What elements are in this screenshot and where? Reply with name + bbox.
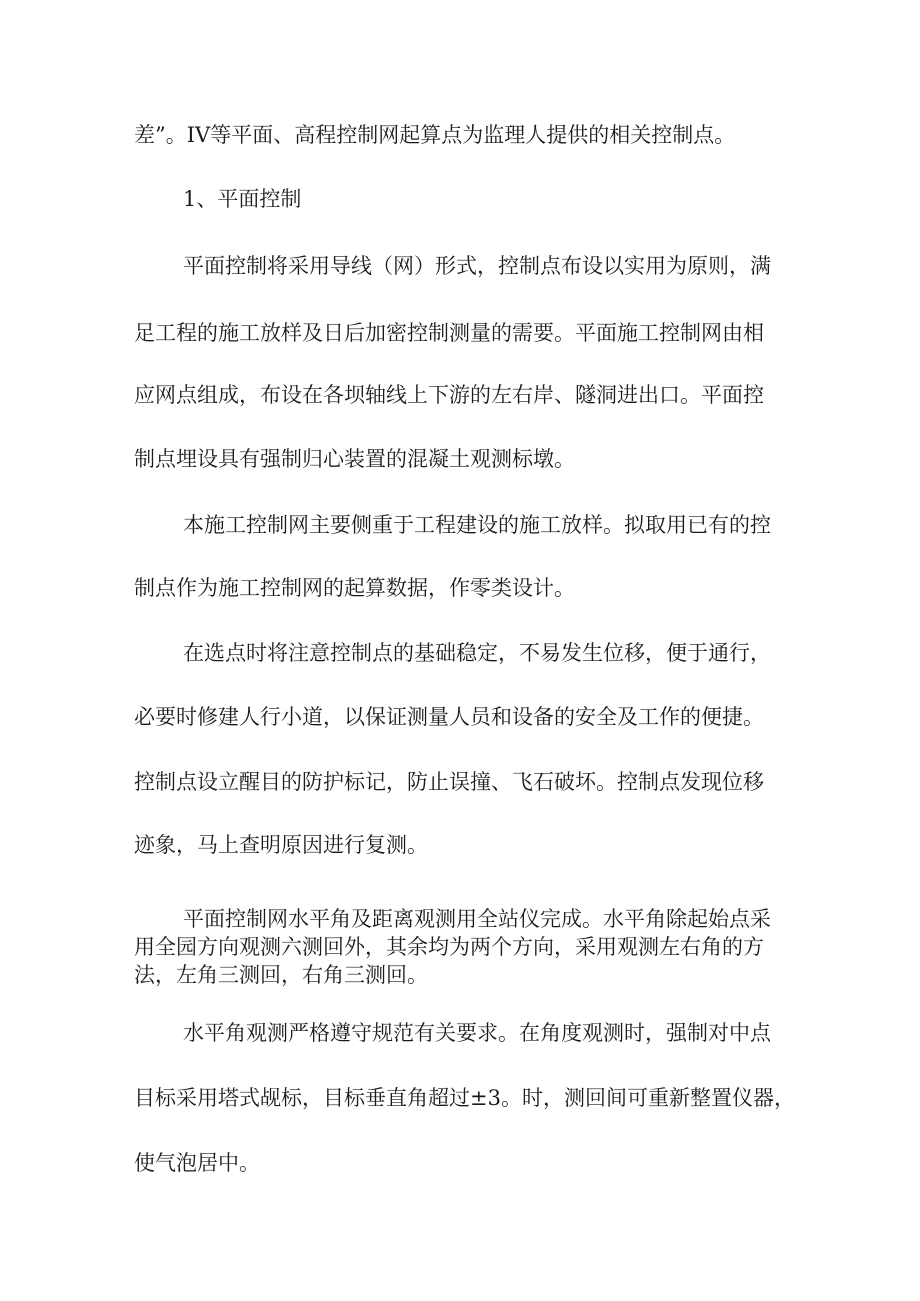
text-line: 法，左角三测回，右角三测回。: [134, 963, 428, 987]
text-line: 在选点时将注意控制点的基础稳定，不易发生位移，便于通行，: [183, 641, 771, 665]
text-line: 目标采用塔式觇标，目标垂直角超过±3。时，测回间可重新整置仪器，: [134, 1086, 795, 1110]
text-line: 使气泡居中。: [134, 1151, 260, 1175]
text-line: 迹象，马上查明原因进行复测。: [134, 833, 428, 857]
text-line: 足工程的施工放样及日后加密控制测量的需要。平面施工控制网由相: [134, 321, 764, 345]
section-heading: 1、平面控制: [183, 187, 302, 211]
text-line: 制点作为施工控制网的起算数据，作零类设计。: [134, 576, 575, 600]
text-line: 平面控制将采用导线（网）形式，控制点布设以实用为原则，满: [183, 254, 771, 278]
text-line: 差”。IV等平面、高程控制网起算点为监理人提供的相关控制点。: [134, 123, 736, 147]
text-line: 本施工控制网主要侧重于工程建设的施工放样。拟取用已有的控: [183, 513, 771, 537]
text-line: 制点埋设具有强制归心装置的混凝土观测标墩。: [134, 447, 575, 471]
text-line: 控制点设立醒目的防护标记，防止误撞、飞石破坏。控制点发现位移: [134, 770, 764, 794]
text-line: 用全园方向观测六测回外，其余均为两个方向，采用观测左右角的方: [134, 935, 764, 959]
text-line: 应网点组成，布设在各坝轴线上下游的左右岸、隧洞进出口。平面控: [134, 383, 764, 407]
text-line: 平面控制网水平角及距离观测用全站仪完成。水平角除起始点采: [183, 907, 771, 931]
text-line: 水平角观测严格遵守规范有关要求。在角度观测时，强制对中点: [183, 1021, 771, 1045]
text-line: 必要时修建人行小道，以保证测量人员和设备的安全及工作的便捷。: [134, 705, 764, 729]
